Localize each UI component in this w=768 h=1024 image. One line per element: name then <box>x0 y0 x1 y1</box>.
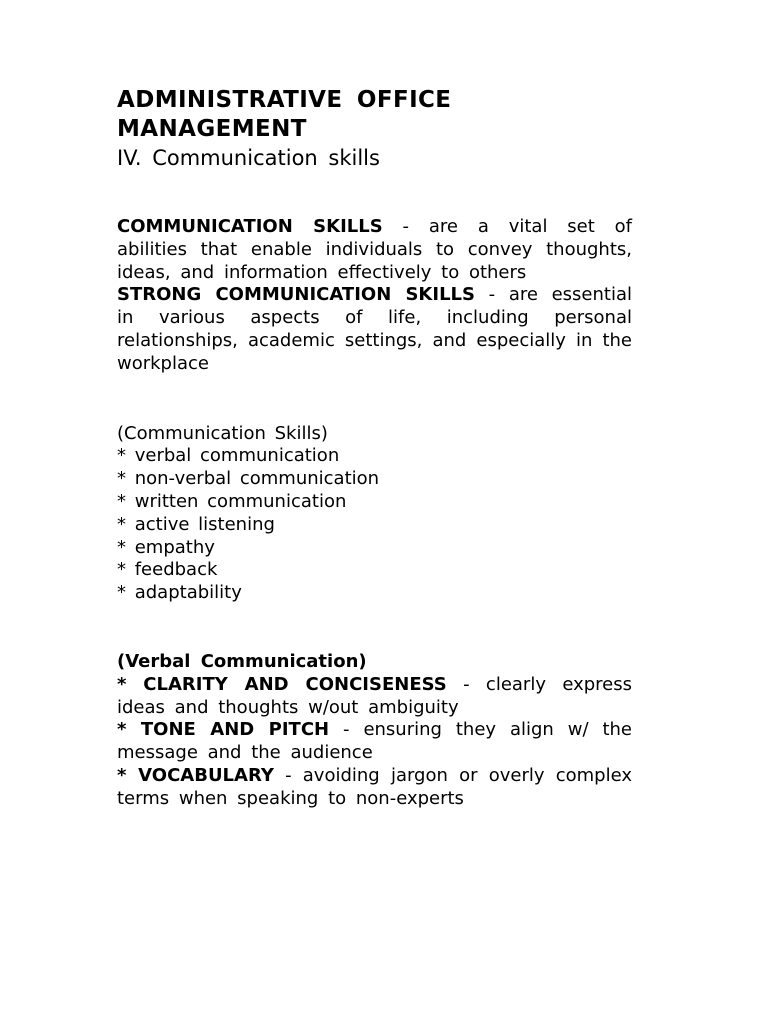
verbal-heading: (Verbal Communication) <box>117 650 367 672</box>
list-item: * active listening <box>117 513 275 535</box>
item-term: * VOCABULARY <box>117 764 274 786</box>
definition-term: STRONG COMMUNICATION SKILLS <box>117 284 475 306</box>
document-title: ADMINISTRATIVE OFFICE MANAGEMENT <box>117 87 452 142</box>
list-item: * non-verbal communication <box>117 468 380 490</box>
definition-term: COMMUNICATION SKILLS <box>117 216 383 237</box>
verbal-list <box>117 674 632 811</box>
list-item <box>117 719 632 765</box>
skills-heading: (Communication Skills) <box>117 422 328 444</box>
list-item: * verbal communication <box>117 445 340 467</box>
list-item: * empathy <box>117 536 215 558</box>
item-text: - clearly express ideas and thoughts w/out ambiguity <box>117 673 632 718</box>
document-subtitle: IV. Communication skills <box>117 146 380 170</box>
item-text: - ensuring they align w/ the message and the audience <box>117 719 632 764</box>
skills-section <box>117 423 632 605</box>
definition-strong-communication-skills <box>117 284 632 375</box>
verbal-communication-section <box>117 651 632 811</box>
definitions-section <box>117 216 632 376</box>
definition-communication-skills <box>117 216 632 284</box>
document-page <box>117 86 632 811</box>
definition-text: - are essential in various aspects of life, including personal relationships, academic settings, and especially in the workplace <box>117 284 632 374</box>
list-item: * written communication <box>117 490 347 512</box>
list-item: * feedback <box>117 559 218 581</box>
item-term: * CLARITY AND CONCISENESS <box>117 673 447 695</box>
list-item <box>117 765 632 811</box>
skills-list <box>117 445 632 605</box>
list-item: * adaptability <box>117 582 242 604</box>
list-item <box>117 674 632 720</box>
item-text: - avoiding jargon or overly complex terms when speaking to non-experts <box>117 764 632 809</box>
definition-text: - are a vital set of abilities that enable individuals to convey thoughts, ideas, and information effectively to others <box>117 216 632 283</box>
item-term: * TONE AND PITCH <box>117 719 330 741</box>
